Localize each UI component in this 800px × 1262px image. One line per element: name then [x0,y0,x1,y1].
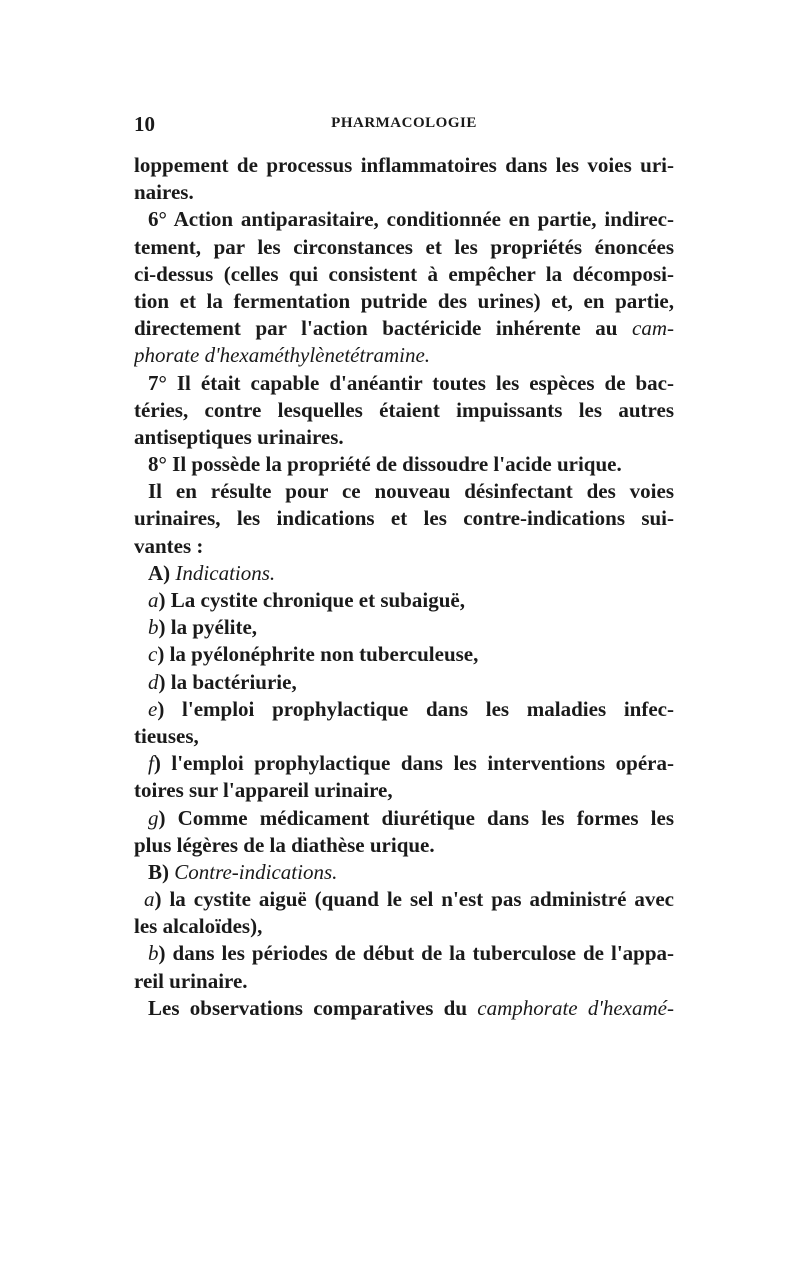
text-line: les alcaloïdes), [134,914,263,939]
text-line: téries, contre lesquelles étaient impuissants les autres [134,397,674,422]
text-line: tieuses, [134,723,199,748]
text-line: 7° Il était capable d'anéantir toutes les espèces de bac- [148,370,674,395]
text-line: tement, par les circonstances et les propriétés énoncées [134,234,674,259]
text-line: naires. [134,180,194,205]
section-heading-indications: A) Indications. [148,560,276,585]
list-item: g) Comme médicament diurétique dans les formes les [148,805,674,830]
page-number: 10 [134,112,155,136]
list-item: f) l'emploi prophylactique dans les interventions opéra- [148,751,674,776]
section-heading-contre-indications: B) Contre-indications. [148,859,338,884]
text-line: toires sur l'appareil urinaire, [134,778,393,803]
running-head: PHARMACOLOGIE [331,115,477,131]
text-line: reil urinaire. [134,968,248,993]
list-item: a) La cystite chronique et subaiguë, [148,588,465,612]
body-text [134,152,674,1022]
list-item: c) la pyélonéphrite non tuberculeuse, [148,642,479,667]
list-item: a) la cystite aiguë (quand le sel n'est pas administré avec [144,887,674,912]
text-line: ci-dessus (celles qui consistent à empêcher la décomposi- [134,261,674,286]
list-item: b) dans les périodes de début de la tuberculose de l'appa- [148,941,674,966]
text-line: antiseptiques urinaires. [134,424,344,449]
text-line: vantes : [134,533,204,558]
text-line: plus légères de la diathèse urique. [134,832,435,857]
text-line: loppement de processus inflammatoires dans les voies uri- [134,153,674,177]
text-line: 6° Action antiparasitaire, conditionnée en partie, indirec- [148,207,674,232]
list-item: d) la bactériurie, [148,669,297,694]
text-line: 8° Il possède la propriété de dissoudre l'acide urique. [148,452,622,477]
list-item: e) l'emploi prophylactique dans les maladies infec- [148,696,674,721]
text-line: tion et la fermentation putride des urines) et, en partie, [134,288,674,313]
text-line: Les observations comparatives du camphorate d'hexamé- [148,995,674,1020]
list-item: b) la pyélite, [148,615,258,640]
text-line: urinaires, les indications et les contre-indications sui- [134,506,674,531]
page-header [134,112,674,136]
text-line: phorate d'hexaméthylènetétramine. [134,343,431,368]
text-line: directement par l'action bactéricide inhérente au cam- [134,316,674,341]
text-line: Il en résulte pour ce nouveau désinfectant des voies [148,479,674,504]
